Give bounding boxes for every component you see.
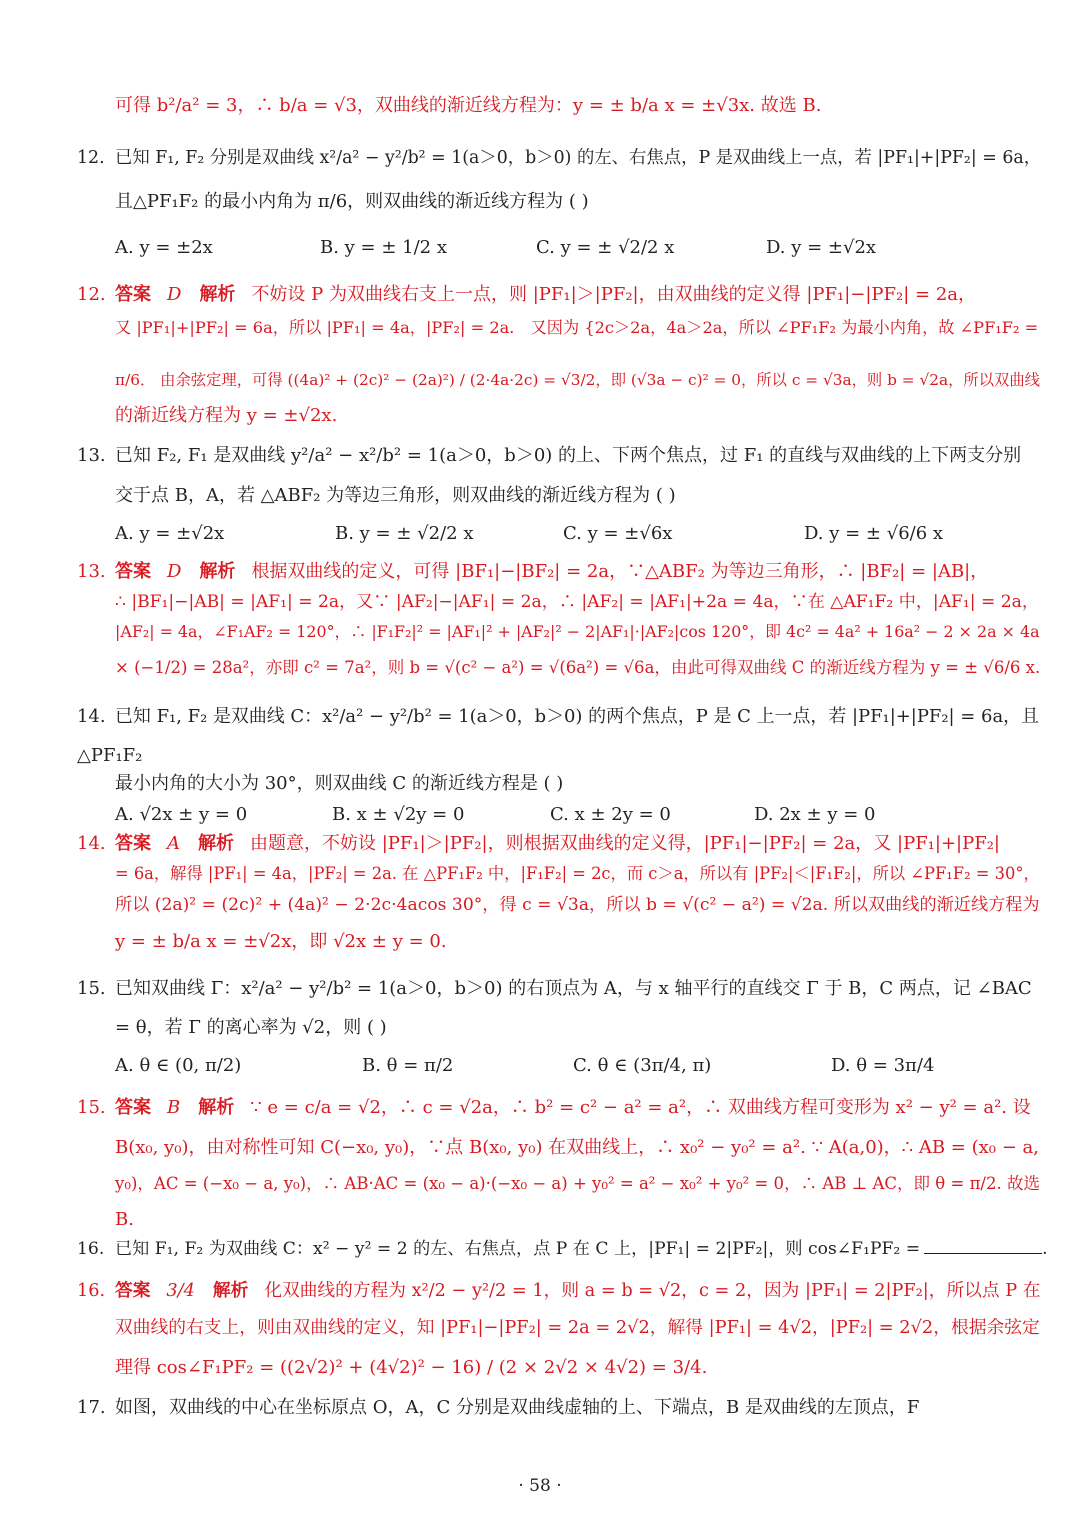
text-line xyxy=(115,1356,707,1380)
analysis-label: 解析 xyxy=(198,1097,235,1118)
text-line xyxy=(115,656,1040,680)
line-text: 化双曲线的方程为 x²/2 − y²/2 = 1，则 a = b = √2，c = 2，因为 |PF₁| = 2|PF₂|，所以点 P 在 xyxy=(264,1281,1041,1301)
line-text: y = ± b/a x = ±√2x，即 √2x ± y = 0. xyxy=(115,931,447,952)
item-number: 14. xyxy=(77,833,106,854)
line-text: π/6． 由余弦定理，可得 ((4a)² + (2c)² − (2a)²) / (2·4a·2c) = √3/2，即 (√3a − c)² = 0，所以 c = √3a，则 b = √2a，所以双曲线 xyxy=(115,371,1040,389)
analysis-label: 解析 xyxy=(212,1280,249,1301)
period: . xyxy=(1042,1239,1048,1259)
choice-option: B. x ± √2y = 0 xyxy=(332,804,465,825)
choice-option: A. y = ±√2x xyxy=(115,523,225,544)
line-text: ∵ e = c/a = √2，∴ c = √2a，∴ b² = c² − a² = a²，∴ 双曲线方程可变形为 x² − y² = a². 设 xyxy=(250,1097,1031,1118)
text-line xyxy=(115,1172,1040,1196)
question-line xyxy=(77,146,1041,170)
line-text: △PF₁F₂ xyxy=(77,745,143,766)
text-line xyxy=(115,620,1040,644)
question-line xyxy=(77,1237,1048,1261)
line-text: 不妨设 P 为双曲线右支上一点，则 |PF₁|＞|PF₂|，由双曲线的定义得 |PF₁|−|PF₂| = 2a， xyxy=(251,284,977,305)
analysis-label: 解析 xyxy=(198,833,234,854)
item-number: 14. xyxy=(77,706,106,727)
answer-label: 答案 xyxy=(115,561,151,582)
line-text: |AF₂| = 4a，∠F₁AF₂ = 120°，∴ |F₁F₂|² = |AF₁|² + |AF₂|² − 2|AF₁|·|AF₂|cos 120°，即 4c² = 4a² + 16a² − 2 × 2a × 4a xyxy=(115,622,1040,641)
answer-line xyxy=(77,283,976,307)
answer-label: 答案 xyxy=(115,833,151,854)
text-line xyxy=(77,744,142,768)
item-number: 16. xyxy=(77,1239,105,1259)
text-line xyxy=(115,893,1040,917)
answer-line xyxy=(77,1279,1040,1303)
text-line xyxy=(115,368,1040,392)
page-number: · 58 · xyxy=(518,1476,562,1496)
answer-value: A xyxy=(167,833,180,854)
line-text: B(x₀, y₀)，由对称性可知 C(−x₀, y₀)，∵点 B(x₀, y₀) 在双曲线上，∴ x₀² − y₀² = a². ∵ A(a,0)，∴ AB = (x₀ − a, xyxy=(115,1137,1039,1158)
text-line xyxy=(115,1316,1040,1340)
line-text: 已知 F₂, F₁ 是双曲线 y²/a² − x²/b² = 1(a＞0，b＞0) 的上、下两个焦点，过 F₁ 的直线与双曲线的上下两支分别 xyxy=(115,445,1022,466)
item-number: 15. xyxy=(77,1097,106,1118)
answer-label: 答案 xyxy=(115,284,151,305)
question-line xyxy=(77,705,1039,729)
item-number: 17. xyxy=(77,1397,106,1418)
item-number: 15. xyxy=(77,978,106,999)
line-text: = θ，若 Γ 的离心率为 √2，则 ( ) xyxy=(115,1017,387,1038)
text-line xyxy=(115,1208,134,1232)
item-number: 13. xyxy=(77,561,106,582)
line-text: B. xyxy=(115,1209,134,1230)
item-number: 12. xyxy=(77,284,106,305)
answer-label: 答案 xyxy=(115,1097,151,1118)
line-text: 最小内角的大小为 30°，则双曲线 C 的渐近线方程是 ( ) xyxy=(115,773,564,794)
choice-option: A. √2x ± y = 0 xyxy=(115,804,248,825)
answer-line xyxy=(77,832,1000,856)
choice-option: D. 2x ± y = 0 xyxy=(754,804,876,825)
line-text: × (−1/2) = 28a²，亦即 c² = 7a²，则 b = √(c² − a²) = √(6a²) = √6a，由此可得双曲线 C 的渐近线方程为 y = ± √6/6 x. xyxy=(115,658,1041,677)
choice-option: C. y = ± √2/2 x xyxy=(536,237,675,258)
item-number: 16. xyxy=(77,1281,106,1301)
text-line xyxy=(115,1016,387,1040)
line-text: 已知 F₁, F₂ 是双曲线 C：x²/a² − y²/b² = 1(a＞0，b＞0) 的两个焦点，P 是 C 上一点，若 |PF₁|+|PF₂| = 6a，且 xyxy=(115,706,1040,727)
answer-value: B xyxy=(167,1097,181,1118)
line-text: 如图，双曲线的中心在坐标原点 O，A，C 分别是双曲线虚轴的上、下端点，B 是双曲线的左顶点，F xyxy=(115,1397,920,1418)
choice-option: B. y = ± √2/2 x xyxy=(335,523,474,544)
choice-option: C. θ ∈ (3π/4, π) xyxy=(573,1055,712,1076)
line-text: 可得 b²/a² = 3，∴ b/a = √3，双曲线的渐近线方程为：y = ± b/a x = ±√3x. 故选 B. xyxy=(115,95,822,116)
answer-label: 答案 xyxy=(115,1280,151,1301)
choice-option: A. θ ∈ (0, π/2) xyxy=(115,1055,242,1076)
line-text: 的渐近线方程为 y = ±√2x. xyxy=(115,405,338,426)
text-line xyxy=(115,862,1040,886)
line-text: 根据双曲线的定义，可得 |BF₁|−|BF₂| = 2a，∵△ABF₂ 为等边三角形，∴ |BF₂| = |AB|， xyxy=(251,561,989,582)
choice-option: D. y = ±√2x xyxy=(766,237,877,258)
line-text: y₀)，AC = (−x₀ − a, y₀)，∴ AB·AC = (x₀ − a)·(−x₀ − a) + y₀² = a² − x₀² + y₀² = 0，∴ AB ⊥ AC，即 θ = π/2. 故选 xyxy=(115,1174,1041,1193)
line-text: ∴ |BF₁|−|AB| = |AF₁| = 2a，又∵ |AF₂|−|AF₁| = 2a，∴ |AF₂| = |AF₁|+2a = 4a，∵在 △AF₁F₂ 中，|AF₁| = 2a， xyxy=(115,592,1039,612)
text-line xyxy=(115,772,563,796)
answer-blank xyxy=(924,1239,1042,1254)
choice-option: C. y = ±√6x xyxy=(563,523,673,544)
answer-value: D xyxy=(167,284,182,305)
choice-option: D. y = ± √6/6 x xyxy=(804,523,944,544)
text-line xyxy=(115,930,447,954)
text-line xyxy=(115,316,1038,340)
analysis-label: 解析 xyxy=(199,561,236,582)
choice-option: B. y = ± 1/2 x xyxy=(320,237,448,258)
text-line xyxy=(115,1136,1039,1160)
analysis-label: 解析 xyxy=(199,284,236,305)
line-text: 又 |PF₁|+|PF₂| = 6a，所以 |PF₁| = 4a，|PF₂| = 2a． 又因为 {2c＞2a，4a＞2a，所以 ∠PF₁F₂ 为最小内角，故 ∠PF₁F₂ = xyxy=(115,318,1039,337)
choice-option: D. θ = 3π/4 xyxy=(831,1055,935,1076)
line-text: 所以 (2a)² = (2c)² + (4a)² − 2·2c·4acos 30°，得 c = √3a，所以 b = √(c² − a²) = √2a. 所以双曲线的渐近线方程为 xyxy=(115,895,1040,915)
text-line xyxy=(115,590,1039,614)
question-line xyxy=(77,1396,919,1420)
line-text: 已知双曲线 Γ：x²/a² − y²/b² = 1(a＞0，b＞0) 的右顶点为 A，与 x 轴平行的直线交 Γ 于 B，C 两点，记 ∠BAC xyxy=(115,978,1032,999)
choice-option: A. y = ±2x xyxy=(115,237,213,258)
answer-line xyxy=(77,1096,1031,1120)
answer-line xyxy=(77,560,988,584)
question-line xyxy=(77,977,1032,1001)
line-text: 已知 F₁, F₂ 为双曲线 C：x² − y² = 2 的左、右焦点，点 P 在 C 上，|PF₁| = 2|PF₂|，则 cos∠F₁PF₂ = xyxy=(115,1239,921,1259)
choice-option: B. θ = π/2 xyxy=(362,1055,454,1076)
item-number: 13. xyxy=(77,445,106,466)
text-line xyxy=(115,190,589,214)
answer-value: D xyxy=(167,561,182,582)
line-text: 双曲线的右支上，则由双曲线的定义，知 |PF₁|−|PF₂| = 2a = 2√2，解得 |PF₁| = 4√2，|PF₂| = 2√2，根据余弦定 xyxy=(115,1318,1040,1338)
question-line xyxy=(77,444,1021,468)
line-text: 已知 F₁, F₂ 分别是双曲线 x²/a² − y²/b² = 1(a＞0，b＞0) 的左、右焦点，P 是双曲线上一点，若 |PF₁|+|PF₂| = 6a， xyxy=(115,148,1042,168)
text-line xyxy=(115,94,821,118)
choice-option: C. x ± 2y = 0 xyxy=(550,804,671,825)
line-text: 且△PF₁F₂ 的最小内角为 π/6，则双曲线的渐近线方程为 ( ) xyxy=(115,191,589,212)
line-text: = 6a，解得 |PF₁| = 4a，|PF₂| = 2a. 在 △PF₁F₂ 中，|F₁F₂| = 2c，而 c＞a，所以有 |PF₂|＜|F₁F₂|，所以 ∠PF₁F₂ = 30°， xyxy=(115,864,1040,883)
item-number: 12. xyxy=(77,148,105,168)
text-line xyxy=(115,484,676,508)
text-line xyxy=(115,404,337,428)
line-text: 由题意，不妨设 |PF₁|＞|PF₂|，则根据双曲线的定义得，|PF₁|−|PF₂| = 2a，又 |PF₁|+|PF₂| xyxy=(250,833,1000,854)
answer-value: 3/4 xyxy=(166,1281,195,1301)
line-text: 交于点 B，A，若 △ABF₂ 为等边三角形，则双曲线的渐近线方程为 ( ) xyxy=(115,485,676,506)
line-text: 理得 cos∠F₁PF₂ = ((2√2)² + (4√2)² − 16) / (2 × 2√2 × 4√2) = 3/4. xyxy=(115,1357,708,1378)
